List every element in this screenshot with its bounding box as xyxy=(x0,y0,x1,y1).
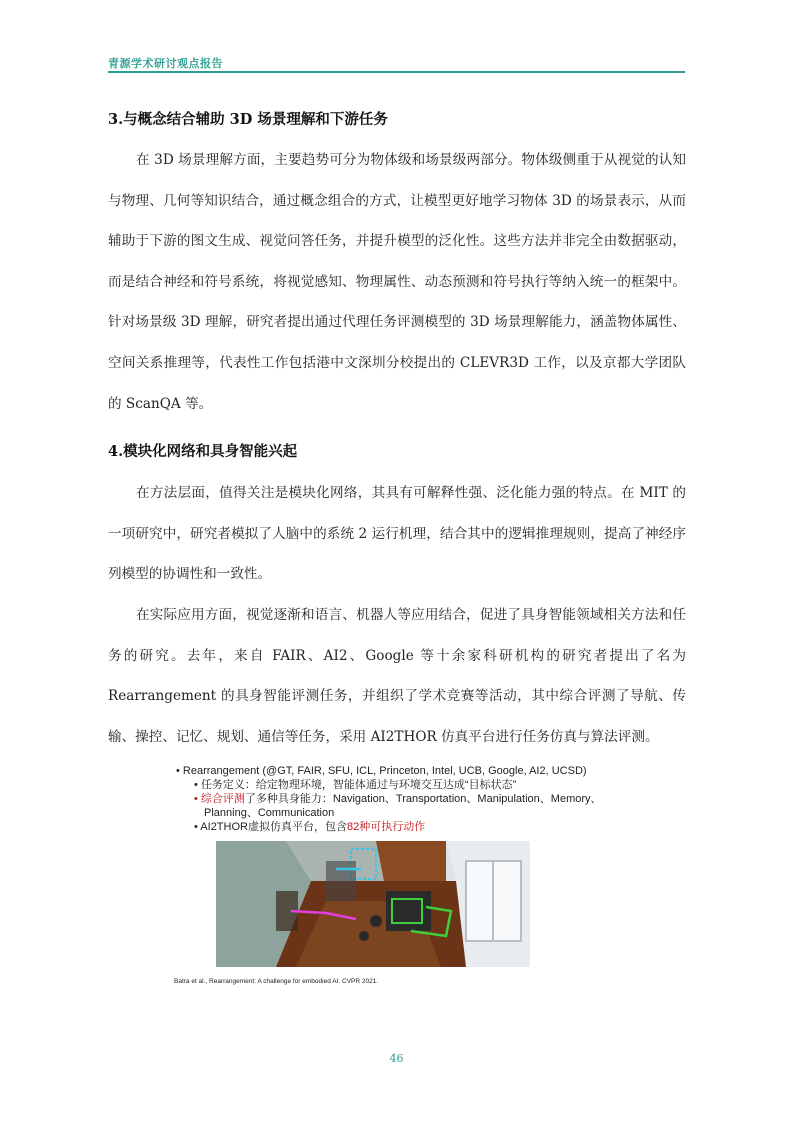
ai2thor-scene-image xyxy=(216,841,530,967)
bullet-evaluation-marker: • xyxy=(194,793,201,805)
bullet-platform-highlight: 82种可执行动作 xyxy=(346,821,426,833)
bullet-platform-text: • AI2THOR虚拟仿真平台，包含 xyxy=(194,821,347,833)
bullet-evaluation xyxy=(172,792,632,806)
bullet-platform xyxy=(172,820,632,834)
section-4-paragraph-1: 在方法层面，值得关注是模块化网络，其具有可解释性强、泛化能力强的特点。在 MIT 的一项研究中，研究者模拟了人脑中的系统 2 运行机理，结合其中的逻辑推理规则，提高了神经序列模型的协调性和一致性。 xyxy=(108,485,686,583)
bullet-rearrangement: • Rearrangement (@GT, FAIR, SFU, ICL, Princeton, Intel, UCB, Google, AI2, UCSD) xyxy=(176,765,587,777)
section-4-paragraph-2: 在实际应用方面，视觉逐渐和语言、机器人等应用结合，促进了具身智能领域相关方法和任务的研究。去年，来自 FAIR、AI2、Google 等十余家科研机构的研究者提出了名为 Rearrangement 的具身智能评测任务，并组织了学术竞赛等活动，其中综合评测了导航、传输、操控、记忆、规划、通信等任务，采用 AI2THOR 仿真平台进行任务仿真与算法评测。 xyxy=(108,607,686,745)
header-divider xyxy=(108,71,685,73)
report-header-title: 青源学术研讨观点报告 xyxy=(108,57,223,70)
bullet-evaluation-continued: Planning、Communication xyxy=(204,807,335,819)
page-number: 46 xyxy=(389,1052,404,1065)
section-3-heading: 3.与概念结合辅助 3D 场景理解和下游任务 xyxy=(108,111,388,128)
bullet-task-definition: • 任务定义：给定物理环境，智能体通过与环境交互达成“目标状态” xyxy=(194,779,517,791)
figure-bullet-list xyxy=(172,764,632,834)
rearrangement-figure xyxy=(172,764,632,994)
section-3-paragraph: 在 3D 场景理解方面，主要趋势可分为物体级和场景级两部分。物体级侧重于从视觉的认知与物理、几何等知识结合，通过概念组合的方式，让模型更好地学习物体 3D 的场景表示，从而辅助于下游的图文生成、视觉问答任务，并提升模型的泛化性。这些方法并非完全由数据驱动，而是结合神经和符号系统，将视觉感知、物理属性、动态预测和符号执行等纳入统一的框架中。针对场景级 3D 理解，研究者提出通过代理任务评测模型的 3D 场景理解能力，涵盖物体属性、空间关系推理等，代表性工作包括港中文深圳分校提出的 CLEVR3D 工作，以及京都大学团队的 ScanQA 等。 xyxy=(108,152,686,412)
scene-illustration xyxy=(216,841,530,967)
section-4-heading: 4.模块化网络和具身智能兴起 xyxy=(108,443,298,460)
figure-caption: Batra et al., Rearrangement: A challenge for embodied AI. CVPR 2021. xyxy=(174,978,379,985)
bullet-evaluation-highlight: 综合评测 xyxy=(200,793,245,805)
bullet-evaluation-text: 了多种具身能力：Navigation、Transportation、Manipulation、Memory、 xyxy=(244,793,602,805)
